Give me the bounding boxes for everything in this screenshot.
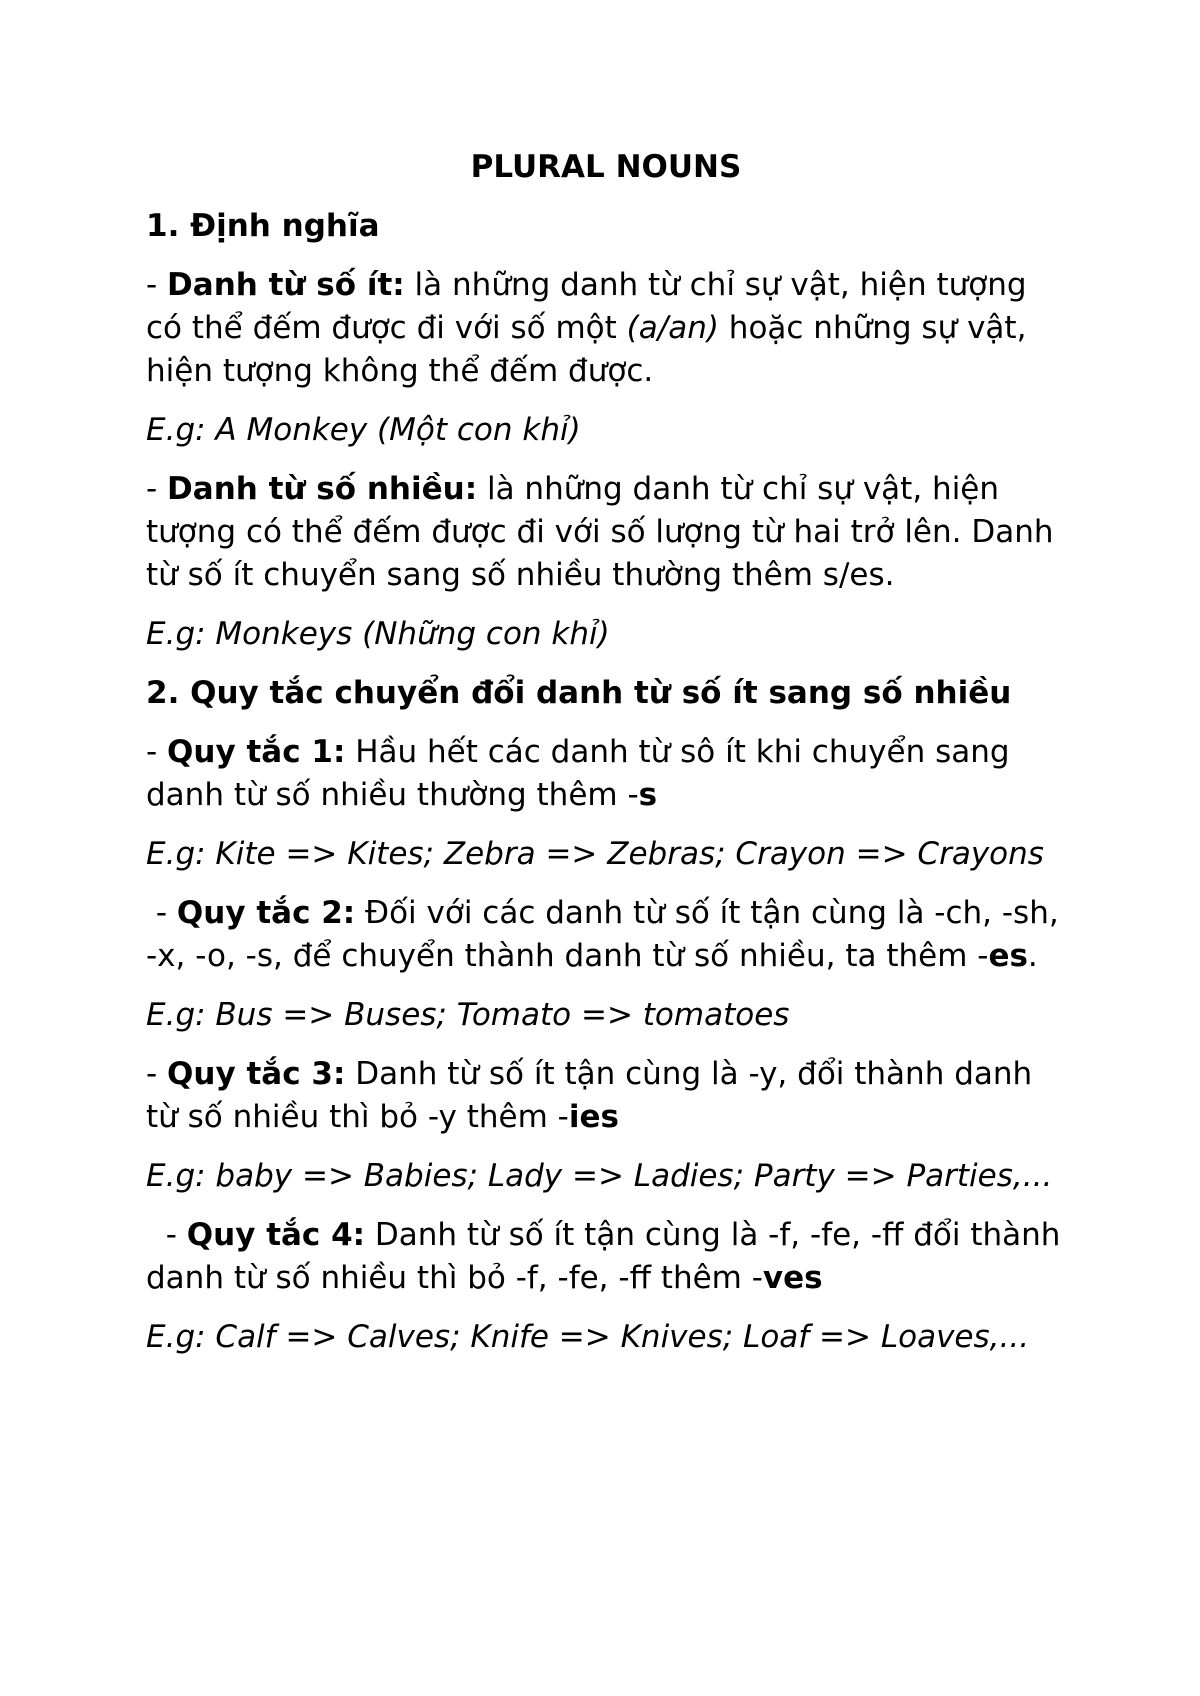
rule-2-text: Đối với các danh từ số ít tận cùng là -ch, -sh, -x, -o, -s, để chuyển thành danh từ số nhiều, ta thêm - <box>146 895 1069 974</box>
rule-4-text: Danh từ số ít tận cùng là -f, -fe, -ff đổi thành danh từ số nhiều thì bỏ -f, -fe, -ff thêm - <box>146 1217 1071 1296</box>
singular-definition <box>146 264 1066 393</box>
rule-4 <box>146 1214 1071 1300</box>
rule-3-label: Quy tắc 3: <box>167 1056 346 1092</box>
section-heading-rules: 2. Quy tắc chuyển đổi danh từ số ít sang số nhiều <box>146 675 1012 711</box>
rule-1-example: E.g: Kite => Kites; Zebra => Zebras; Crayon => Crayons <box>146 836 1044 872</box>
rule-3 <box>146 1053 1066 1139</box>
rule-3-example: E.g: baby => Babies; Lady => Ladies; Party => Parties,... <box>146 1158 1053 1194</box>
rule-2-example: E.g: Bus => Buses; Tomato => tomatoes <box>146 997 790 1033</box>
singular-term: Danh từ số ít: <box>167 267 405 303</box>
bullet-prefix: - <box>146 1217 187 1253</box>
rule-2-end: . <box>1027 938 1038 974</box>
rule-4-example: E.g: Calf => Calves; Knife => Knives; Loaf => Loaves,... <box>146 1319 1030 1355</box>
rule-2 <box>146 892 1069 978</box>
singular-text-a: là những danh từ chỉ sự vật, hiện tượng có thể đếm được đi với số một <box>146 267 1037 346</box>
bullet-prefix: - <box>146 1056 168 1092</box>
singular-article: (a/an) <box>626 310 719 346</box>
rule-2-label: Quy tắc 2: <box>176 895 356 931</box>
rule-4-suffix: ves <box>762 1260 823 1296</box>
singular-text-b: hoặc những sự vật, hiện tượng không thể đếm được. <box>146 310 1037 389</box>
bullet-prefix: - <box>146 471 168 507</box>
page-title: PLURAL NOUNS <box>470 149 742 185</box>
rule-1-text: Hầu hết các danh từ sô ít khi chuyển sang danh từ số nhiều thường thêm - <box>146 734 1020 813</box>
rule-1-label: Quy tắc 1: <box>167 734 346 770</box>
singular-example: E.g: A Monkey (Một con khỉ) <box>146 412 581 448</box>
rule-3-suffix: ies <box>568 1099 619 1135</box>
bullet-prefix: - <box>146 267 168 303</box>
rule-1-suffix: s <box>638 777 658 813</box>
rule-3-text: Danh từ số ít tận cùng là -y, đổi thành danh từ số nhiều thì bỏ -y thêm - <box>146 1056 1043 1135</box>
bullet-prefix: - <box>146 895 177 931</box>
bullet-prefix: - <box>146 734 168 770</box>
document-page <box>146 146 1071 1375</box>
plural-term: Danh từ số nhiều: <box>167 471 478 507</box>
plural-text: là những danh từ chỉ sự vật, hiện tượng có thể đếm được đi với số lượng từ hai trở lên. Danh từ số ít chuyển sang số nhiều thường thêm s/es. <box>146 471 1064 593</box>
rule-1 <box>146 731 1066 817</box>
rule-2-suffix: es <box>988 938 1028 974</box>
section-heading-definition: 1. Định nghĩa <box>146 208 380 244</box>
rule-4-label: Quy tắc 4: <box>186 1217 366 1253</box>
plural-example: E.g: Monkeys (Những con khỉ) <box>146 616 610 652</box>
plural-definition <box>146 468 1066 597</box>
